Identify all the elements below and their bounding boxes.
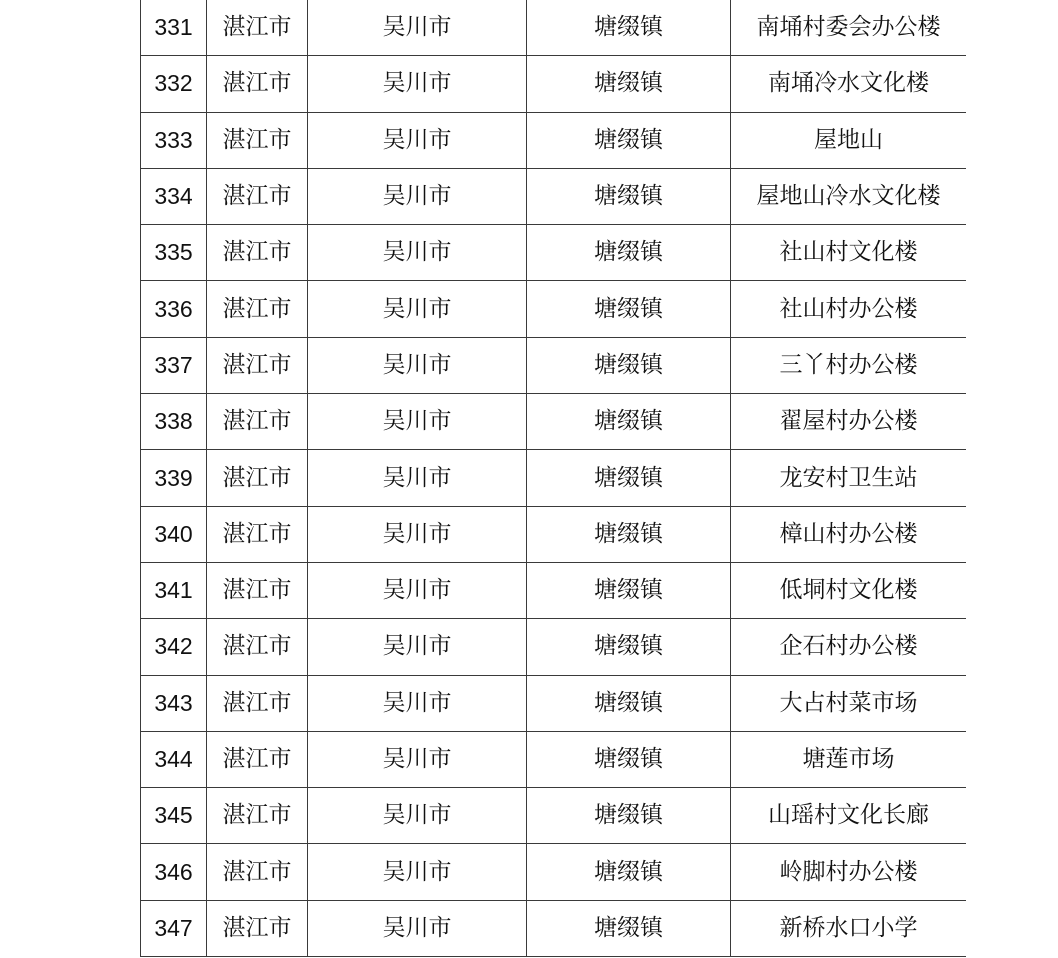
site-cell: 屋地山冷水文化楼: [731, 168, 967, 224]
town-cell: 塘缀镇: [527, 0, 731, 56]
site-cell: 大占村菜市场: [731, 675, 967, 731]
row-number: 347: [141, 900, 207, 956]
row-number: 346: [141, 844, 207, 900]
table-row: [141, 562, 967, 618]
row-number: 331: [141, 0, 207, 56]
table-row: [141, 225, 967, 281]
county-cell: 吴川市: [308, 0, 527, 56]
town-cell: 塘缀镇: [527, 675, 731, 731]
county-cell: 吴川市: [308, 675, 527, 731]
site-cell: 龙安村卫生站: [731, 450, 967, 506]
city-cell: 湛江市: [207, 394, 308, 450]
county-cell: 吴川市: [308, 281, 527, 337]
city-cell: 湛江市: [207, 112, 308, 168]
table-row: [141, 281, 967, 337]
county-cell: 吴川市: [308, 731, 527, 787]
county-cell: 吴川市: [308, 788, 527, 844]
town-cell: 塘缀镇: [527, 225, 731, 281]
county-cell: 吴川市: [308, 619, 527, 675]
town-cell: 塘缀镇: [527, 900, 731, 956]
row-number: 340: [141, 506, 207, 562]
city-cell: 湛江市: [207, 0, 308, 56]
row-number: 332: [141, 56, 207, 112]
site-cell: 山瑶村文化长廊: [731, 788, 967, 844]
city-cell: 湛江市: [207, 619, 308, 675]
row-number: 334: [141, 168, 207, 224]
town-cell: 塘缀镇: [527, 788, 731, 844]
city-cell: 湛江市: [207, 337, 308, 393]
row-number: 342: [141, 619, 207, 675]
table-row: [141, 788, 967, 844]
county-cell: 吴川市: [308, 168, 527, 224]
table-row: [141, 112, 967, 168]
row-number: 343: [141, 675, 207, 731]
county-cell: 吴川市: [308, 394, 527, 450]
site-cell: 南埇冷水文化楼: [731, 56, 967, 112]
site-cell: 翟屋村办公楼: [731, 394, 967, 450]
site-cell: 塘莲市场: [731, 731, 967, 787]
site-cell: 低垌村文化楼: [731, 562, 967, 618]
site-cell: 南埇村委会办公楼: [731, 0, 967, 56]
county-cell: 吴川市: [308, 337, 527, 393]
city-cell: 湛江市: [207, 844, 308, 900]
county-cell: 吴川市: [308, 844, 527, 900]
table-row: [141, 337, 967, 393]
table-row: [141, 56, 967, 112]
row-number: 333: [141, 112, 207, 168]
town-cell: 塘缀镇: [527, 844, 731, 900]
table-row: [141, 450, 967, 506]
city-cell: 湛江市: [207, 731, 308, 787]
town-cell: 塘缀镇: [527, 450, 731, 506]
site-cell: 社山村文化楼: [731, 225, 967, 281]
site-cell: 岭脚村办公楼: [731, 844, 967, 900]
town-cell: 塘缀镇: [527, 168, 731, 224]
row-number: 341: [141, 562, 207, 618]
city-cell: 湛江市: [207, 900, 308, 956]
row-number: 335: [141, 225, 207, 281]
row-number: 337: [141, 337, 207, 393]
county-cell: 吴川市: [308, 225, 527, 281]
table-row: [141, 844, 967, 900]
county-cell: 吴川市: [308, 450, 527, 506]
row-number: 336: [141, 281, 207, 337]
town-cell: 塘缀镇: [527, 56, 731, 112]
row-number: 345: [141, 788, 207, 844]
city-cell: 湛江市: [207, 225, 308, 281]
site-cell: 企石村办公楼: [731, 619, 967, 675]
row-number: 344: [141, 731, 207, 787]
town-cell: 塘缀镇: [527, 562, 731, 618]
town-cell: 塘缀镇: [527, 281, 731, 337]
town-cell: 塘缀镇: [527, 619, 731, 675]
table-row: [141, 731, 967, 787]
city-cell: 湛江市: [207, 506, 308, 562]
row-number: 339: [141, 450, 207, 506]
city-cell: 湛江市: [207, 56, 308, 112]
city-cell: 湛江市: [207, 168, 308, 224]
town-cell: 塘缀镇: [527, 506, 731, 562]
table-row: [141, 394, 967, 450]
county-cell: 吴川市: [308, 506, 527, 562]
town-cell: 塘缀镇: [527, 394, 731, 450]
site-cell: 屋地山: [731, 112, 967, 168]
row-number: 338: [141, 394, 207, 450]
town-cell: 塘缀镇: [527, 337, 731, 393]
table-row: [141, 619, 967, 675]
county-cell: 吴川市: [308, 56, 527, 112]
city-cell: 湛江市: [207, 450, 308, 506]
site-cell: 社山村办公楼: [731, 281, 967, 337]
table-row: [141, 0, 967, 56]
county-cell: 吴川市: [308, 900, 527, 956]
town-cell: 塘缀镇: [527, 731, 731, 787]
city-cell: 湛江市: [207, 675, 308, 731]
county-cell: 吴川市: [308, 562, 527, 618]
city-cell: 湛江市: [207, 281, 308, 337]
site-cell: 新桥水口小学: [731, 900, 967, 956]
town-cell: 塘缀镇: [527, 112, 731, 168]
site-cell: 三丫村办公楼: [731, 337, 967, 393]
table-row: [141, 900, 967, 956]
table-body: [141, 0, 967, 957]
table-row: [141, 506, 967, 562]
document-page: [140, 0, 966, 958]
city-cell: 湛江市: [207, 562, 308, 618]
table-row: [141, 168, 967, 224]
site-cell: 樟山村办公楼: [731, 506, 967, 562]
table-row: [141, 675, 967, 731]
city-cell: 湛江市: [207, 788, 308, 844]
county-cell: 吴川市: [308, 112, 527, 168]
locations-table: [140, 0, 966, 957]
